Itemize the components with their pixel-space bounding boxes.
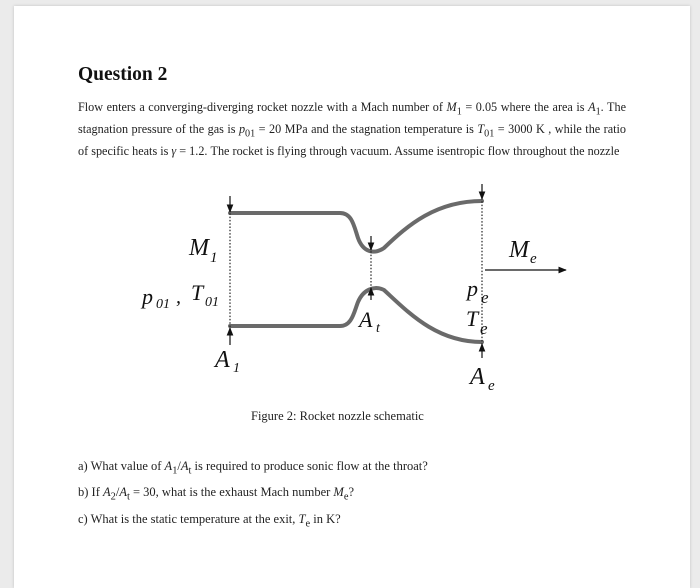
part-c-sub: e bbox=[305, 518, 311, 530]
label-pe-sub: e bbox=[481, 288, 489, 307]
intro-text-4: = 3000 K , while the ratio of specific heats is bbox=[78, 121, 626, 158]
label-me: M bbox=[509, 237, 529, 263]
part-b-prefix: b) If bbox=[78, 485, 103, 499]
part-a-slash: / bbox=[177, 459, 181, 473]
part-c-suffix: in K? bbox=[310, 512, 341, 526]
part-c-sym: T bbox=[298, 512, 306, 526]
part-c-prefix: c) What is the static temperature at the exit, bbox=[78, 512, 299, 526]
symbol-p01: p bbox=[238, 121, 246, 136]
subscript-t01: 01 bbox=[484, 128, 495, 140]
part-a-sub1: 1 bbox=[172, 465, 178, 477]
intro-text-3: = 20 MPa and the stagnation temperature is bbox=[255, 121, 478, 136]
label-m1-sub: 1 bbox=[210, 250, 218, 266]
label-t01-sub: 01 bbox=[205, 295, 219, 310]
label-m1: M bbox=[189, 235, 209, 261]
label-te-sub: e bbox=[480, 319, 488, 338]
label-ae: A bbox=[470, 364, 485, 390]
part-b-sym2: A bbox=[119, 485, 127, 499]
label-ae-sub: e bbox=[488, 378, 495, 394]
label-p01: p bbox=[142, 284, 153, 309]
part-a-sym2: A bbox=[180, 459, 189, 473]
label-a1-sub: 1 bbox=[233, 361, 240, 376]
figure-caption: Figure 2: Rocket nozzle schematic bbox=[251, 409, 424, 423]
intro-text-1: Flow enters a converging-diverging rocket nozzle with a Mach number of bbox=[78, 100, 447, 114]
part-b bbox=[78, 485, 354, 503]
intro-m1-value: = 0.05 where the area is bbox=[461, 100, 589, 114]
label-at-sub: t bbox=[376, 321, 380, 336]
symbol-a1: A bbox=[588, 100, 596, 114]
part-a-sub2: t bbox=[188, 465, 192, 477]
part-a-suffix: is required to produce sonic flow at the throat? bbox=[191, 459, 428, 473]
part-b-mid: = 30, what is the exhaust Mach number bbox=[129, 485, 334, 499]
label-p01-sub: 01 bbox=[156, 297, 170, 312]
part-a-sym1: A bbox=[164, 459, 173, 473]
part-b-sub1: 2 bbox=[110, 491, 116, 503]
part-b-sub3: e bbox=[343, 491, 349, 503]
part-a bbox=[78, 459, 428, 477]
question-title: Question 2 bbox=[78, 64, 168, 85]
part-b-suffix: ? bbox=[348, 485, 355, 499]
symbol-m1: M bbox=[446, 100, 457, 114]
part-b-sub2: t bbox=[126, 491, 130, 503]
part-b-sym1: A bbox=[103, 485, 111, 499]
label-at: A bbox=[359, 307, 373, 332]
label-pe: p bbox=[467, 276, 478, 301]
nozzle-lower-wall bbox=[230, 288, 482, 342]
intro-text-2: . The stagnation pressure of the gas is bbox=[78, 100, 626, 136]
label-comma: , bbox=[176, 286, 181, 308]
intro-text-5: = 1.2. The rocket is flying through vacuum. Assume isentropic flow throughout the nozzle bbox=[176, 143, 620, 158]
subscript-m1: 1 bbox=[456, 106, 462, 118]
label-a1: A bbox=[215, 347, 230, 373]
label-te: T bbox=[466, 306, 479, 331]
part-b-slash: / bbox=[115, 485, 120, 499]
symbol-gamma: γ bbox=[171, 143, 177, 158]
part-a-prefix: a) What value of bbox=[78, 459, 165, 473]
subscript-a1: 1 bbox=[595, 106, 601, 118]
nozzle-upper-wall bbox=[230, 201, 482, 252]
label-t01: T bbox=[191, 280, 204, 305]
subscript-p01: 01 bbox=[245, 128, 256, 140]
part-c bbox=[78, 512, 341, 530]
symbol-t01: T bbox=[477, 121, 485, 136]
label-me-sub: e bbox=[530, 251, 537, 267]
part-b-sym3: M bbox=[333, 485, 344, 499]
